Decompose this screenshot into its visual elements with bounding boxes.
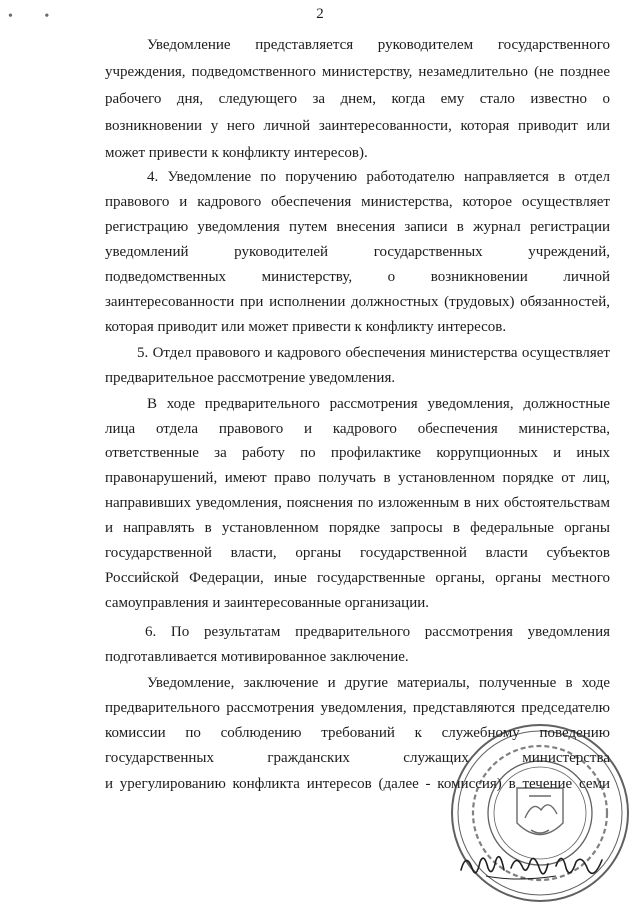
text-line: В ходе предварительного рассмотрения уведомления, должностные: [147, 396, 610, 412]
text-line: 4. Уведомление по поручению работодателю направляется в отдел: [147, 169, 610, 185]
text-line: самоуправления и заинтересованные организации.: [105, 595, 430, 611]
text-line: правового и кадрового обеспечения министерства, которое осуществляет: [105, 194, 610, 210]
text-line: 5. Отдел правового и кадрового обеспечения министерства осуществляет: [137, 345, 610, 361]
text-line: и направлять в установленном порядке запросы в федеральные органы: [105, 520, 610, 536]
text-line: правонарушений, имеют право получать в установленном порядке от лиц,: [105, 470, 610, 486]
text-line: Российской Федерации, иные государственные органы, органы местного: [105, 570, 610, 586]
text-line: направивших уведомления, пояснения по изложенным в них обстоятельствам: [105, 495, 610, 511]
text-line: регистрацию уведомления путем внесения записи в журнал регистрации: [105, 219, 610, 235]
text-line: заинтересованности при исполнении должностных (трудовых) обязанностей,: [105, 294, 610, 310]
text-line: может привести к конфликту интересов).: [105, 145, 368, 161]
handwritten-signature-icon: [456, 840, 606, 885]
text-line: государственных гражданских служащих министерства: [105, 750, 610, 766]
text-line: и урегулированию конфликта интересов (далее - комиссия) в течение семи: [105, 776, 610, 792]
page-number: 2: [316, 6, 324, 22]
text-line: предварительного рассмотрения уведомления, представляются председателю: [105, 700, 610, 716]
text-line: рабочего дня, следующего за днем, когда ему стало известно о: [105, 91, 610, 107]
corner-marks: • •: [8, 9, 64, 24]
text-line: 6. По результатам предварительного рассмотрения уведомления: [145, 624, 610, 640]
text-line: государственной власти, органы государственной власти субъектов: [105, 545, 610, 561]
text-line: учреждения, подведомственного министерству, незамедлительно (не позднее: [105, 64, 610, 80]
text-line: возникновении у него личной заинтересованности, которая приводит или: [105, 118, 610, 134]
text-line: которая приводит или может привести к конфликту интересов.: [105, 319, 507, 335]
text-line: комиссии по соблюдению требований к служебному поведению: [105, 725, 610, 741]
text-line: подведомственных министерству, о возникновении личной: [105, 269, 610, 285]
text-line: подготавливается мотивированное заключение.: [105, 649, 409, 665]
text-line: лица отдела правового и кадрового обеспечения министерства,: [105, 421, 610, 437]
text-line: уведомлений руководителей государственных учреждений,: [105, 244, 610, 260]
text-line: Уведомление представляется руководителем государственного: [147, 37, 610, 53]
text-line: Уведомление, заключение и другие материалы, полученные в ходе: [147, 675, 610, 691]
text-line: предварительное рассмотрение уведомления.: [105, 370, 396, 386]
text-line: ответственные за работу по профилактике коррупционных и иных: [105, 445, 610, 461]
